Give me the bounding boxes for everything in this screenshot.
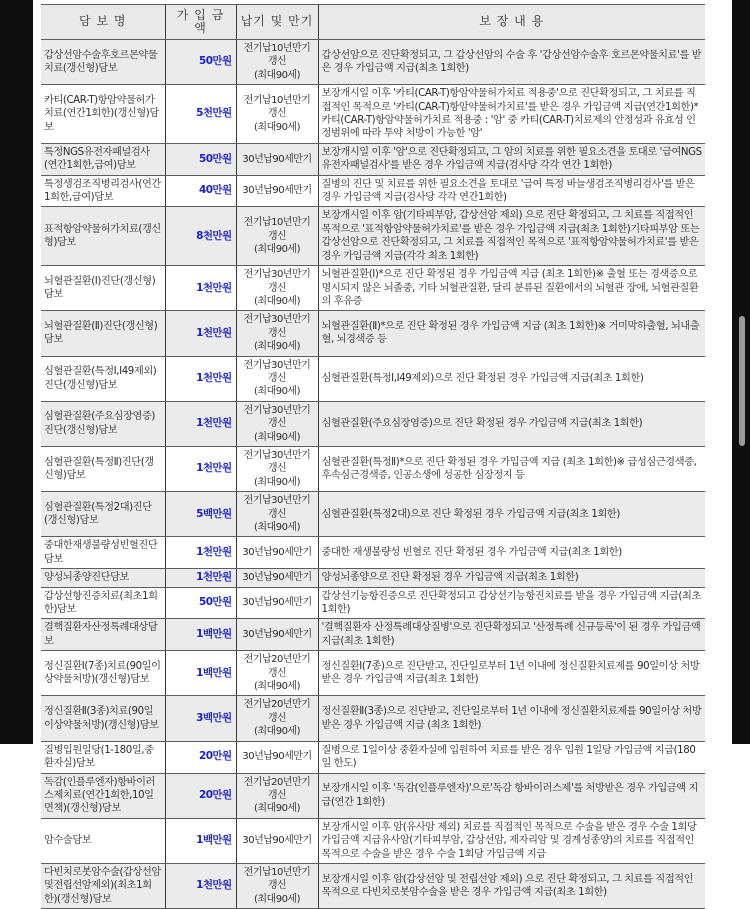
header-insured-amount: 가 입 금 액 [165, 5, 236, 40]
coverage-description: '결핵질환자 산정특례대상질병'으로 진단확정되고 '산정특례 신규등록'이 된 경우 가입금액 지급(최초 1회한) [318, 619, 705, 651]
payment-term [236, 85, 318, 144]
payment-term [236, 401, 318, 446]
payment-term [236, 619, 318, 651]
term-period: 30년납90세만기 [242, 835, 312, 847]
coverage-description: 보장개시일 이후 암(유사암 제외) 치료를 직접적인 목적으로 수술을 받은 경우 수술 1회당 가입금액 지급유사암(기타피부암, 갑상선암, 제자리암 및 경계성종양)의 치료를 직접적인 목적으로 수술을 받은 경우 수술 1회당 가입금액 지급 [318, 818, 705, 863]
term-period: 전기납20년만기갱신 [243, 654, 311, 679]
insured-amount: 5천만원 [165, 85, 236, 144]
table-row [41, 401, 705, 446]
coverage-name: 갑상선암수술후호르몬약물치료(갱신형)담보 [41, 40, 165, 85]
table-row [41, 773, 705, 818]
coverage-description: 심혈관질환(특정Ⅰ,I49제외)으로 진단 확정된 경우 가입금액 지급(최초 1회한) [318, 356, 705, 401]
term-period: 30년납90세만기 [242, 597, 312, 609]
coverage-description: 보장개시일 이후 암(갑상선암 및 전립선암 제외) 으로 진단 확정되고, 그 치료를 직접적인 목적으로 다빈치로봇암수술을 받은 경우 가입금액 지급(최초 1회한) [318, 863, 705, 908]
coverage-description: 갑상선암으로 진단확정되고, 그 갑상선암의 수술 후 '갑상선암수술후 호르몬약물치료'를 받은 경우 가입금액 지급(최초 1회한) [318, 40, 705, 85]
insured-amount: 3백만원 [165, 696, 236, 741]
term-max-age: (최대90세) [253, 726, 300, 738]
coverage-name: 중대한재생불량성빈혈진단담보 [41, 537, 165, 569]
coverage-description: 중대한 재생불량성 빈혈로 진단 확정된 경우 가입금액 지급(최초 1회한) [318, 537, 705, 569]
coverage-name: 독감(인플루엔자)항바이러스제치료(연간1회한,10일면책)(갱신형)담보 [41, 773, 165, 818]
table-row [41, 863, 705, 908]
payment-term [236, 356, 318, 401]
term-period: 30년납90세만기 [242, 751, 312, 763]
coverage-table [41, 4, 705, 909]
insured-amount: 1천만원 [165, 356, 236, 401]
coverage-description: 뇌혈관질환(Ⅰ)*으로 진단 확정된 경우 가입금액 지급 (최초 1회한)※ 출혈 또는 경색증으로 명시되지 않은 뇌졸중, 기타 뇌혈관질환, 달리 분류된 질환에서의 뇌혈관 장애, 뇌혈관질환의 후유증 [318, 266, 705, 311]
table-row [41, 537, 705, 569]
coverage-name: 심혈관질환(특정Ⅱ)진단(갱신형)담보 [41, 446, 165, 491]
coverage-name: 심혈관질환(특정2대)진단(갱신형)담보 [41, 492, 165, 537]
insured-amount: 40만원 [165, 175, 236, 207]
payment-term [236, 537, 318, 569]
term-max-age: (최대90세) [253, 295, 300, 307]
coverage-name: 카티(CAR-T)항암약물허가치료(연간1회한)(갱신형)담보 [41, 85, 165, 144]
coverage-description: 정신질환Ⅱ(3종)으로 진단받고, 진단일로부터 1년 이내에 정신질환치료제를 90일이상 처방받은 경우 가입금액 지급 (최초 1회한) [318, 696, 705, 741]
table-row [41, 569, 705, 587]
table-row [41, 266, 705, 311]
coverage-description: 보장개시일 이후 '카티(CAR-T)항암약물허가치료 적용중'으로 진단확정되고, 그 치료를 직접적인 목적으로 '카티(CAR-T)항암약물허가치료'를 받은 경우 가입금액 지급(연간1회한)*카티(CAR-T)항암약물허가치료 적용중 : '암' 중 카티(CAR-T)치료제의 안정성과 유효성 인정범위에 따라 투약 처방이 가능한 '암' [318, 85, 705, 144]
term-period: 전기납30년만기갱신 [243, 404, 311, 430]
insured-amount: 1백만원 [165, 651, 236, 696]
payment-term [236, 696, 318, 741]
term-max-age: (최대90세) [253, 121, 300, 133]
coverage-name: 양성뇌종양진단담보 [41, 569, 165, 587]
coverage-description: 질병의 진단 및 치료를 위한 필요소견을 토대로 '급여 특정 바늘생검조직병리검사'를 받은 경우 가입금액 지급(검사당 각각 연간1회한) [318, 175, 705, 207]
term-max-age: (최대90세) [253, 431, 300, 443]
document-page [33, 0, 718, 905]
insured-amount: 50만원 [165, 143, 236, 175]
coverage-name: 표적항암약물허가치료(갱신형)담보 [41, 207, 165, 266]
table-row [41, 818, 705, 863]
term-max-age: (최대90세) [253, 893, 300, 905]
payment-term [236, 773, 318, 818]
coverage-name: 특정생검조직병리검사(연간1회한,급여)담보 [41, 175, 165, 207]
coverage-name: 심혈관질환(특정Ⅰ,I49제외)진단(갱신형)담보 [41, 356, 165, 401]
term-max-age: (최대90세) [253, 386, 300, 398]
term-max-age: (최대90세) [253, 522, 300, 533]
coverage-name: 결핵질환자산정특례대상담보 [41, 619, 165, 651]
insured-amount: 1천만원 [165, 266, 236, 311]
term-period: 전기납30년만기갱신 [243, 359, 311, 384]
payment-term [236, 311, 318, 356]
payment-term [236, 446, 318, 491]
term-max-age: (최대90세) [253, 69, 300, 81]
insured-amount: 1천만원 [165, 569, 236, 587]
payment-term [236, 818, 318, 863]
insured-amount: 1천만원 [165, 401, 236, 446]
term-period: 전기납20년만기갱신 [243, 699, 311, 724]
coverage-name: 뇌혈관질환(Ⅰ)진단(갱신형)담보 [41, 266, 165, 311]
payment-term [236, 741, 318, 773]
coverage-name: 특정NGS유전자패널검사(연간1회한,급여)담보 [41, 143, 165, 175]
coverage-description: 심혈관질환(특정2대)으로 진단 확정된 경우 가입금액 지급(최초 1회한) [318, 492, 705, 537]
insured-amount: 50만원 [165, 40, 236, 85]
coverage-description: 갑상선기능항진증으로 진단확정되고 갑상선기능항진치료를 받을 경우 가입금액 지급(최초 1회한) [318, 587, 705, 619]
term-period: 30년납90세만기 [242, 153, 312, 165]
insured-amount: 1백만원 [165, 619, 236, 651]
term-max-age: (최대90세) [253, 681, 300, 693]
payment-term [236, 863, 318, 908]
term-period: 전기납30년만기갱신 [243, 269, 311, 294]
payment-term [236, 143, 318, 175]
scrollbar-thumb[interactable] [739, 316, 745, 446]
coverage-description: 질병으로 1일이상 중환자실에 입원하여 치료를 받은 경우 입원 1일당 가입금액 지급(180일 한도) [318, 741, 705, 773]
term-period: 전기납10년만기갱신 [243, 94, 311, 120]
insured-amount: 1천만원 [165, 446, 236, 491]
coverage-name: 갑상선항진증치료(최초1회한)담보 [41, 587, 165, 619]
insured-amount: 8천만원 [165, 207, 236, 266]
term-period: 30년납90세만기 [242, 572, 312, 584]
coverage-name: 뇌혈관질환(Ⅱ)진단(갱신형)담보 [41, 311, 165, 356]
table-row [41, 175, 705, 207]
table-header-row [41, 5, 705, 40]
table-row [41, 651, 705, 696]
insured-amount: 1천만원 [165, 311, 236, 356]
coverage-name: 암수술담보 [41, 818, 165, 863]
table-row [41, 741, 705, 773]
coverage-name: 다빈치로봇암수술(갑상선암및전립선암제외)(최초1회한)(갱신형)담보 [41, 863, 165, 908]
payment-term [236, 587, 318, 619]
coverage-name: 심혈관질환(주요심장염증)진단(갱신형)담보 [41, 401, 165, 446]
header-coverage-description: 보 장 내 용 [318, 5, 705, 40]
scrollbar-track[interactable] [718, 0, 732, 744]
term-period: 30년납90세만기 [242, 185, 312, 197]
coverage-description: 정신질환Ⅰ(7종)으로 진단받고, 진단일로부터 1년 이내에 정신질환치료제를 90일이상 처방받은 경우 가입금액 지급(최초 1회한) [318, 651, 705, 696]
table-row [41, 85, 705, 144]
term-period: 30년납90세만기 [242, 629, 312, 641]
coverage-description: 양성뇌종양으로 진단 확정된 경우 가입금액 지급(최초 1회한) [318, 569, 705, 587]
coverage-description: 보장개시일 이후 '독감(인플루엔자)'으로'독감 항바이러스제'를 처방받은 경우 가입금액 지급(연간 1회한) [318, 773, 705, 818]
term-max-age: (최대90세) [253, 341, 300, 353]
insured-amount: 5백만원 [165, 492, 236, 537]
term-period: 전기납30년만기갱신 [243, 314, 311, 339]
term-period: 30년납90세만기 [242, 547, 312, 559]
payment-term [236, 40, 318, 85]
payment-term [236, 207, 318, 266]
insured-amount: 50만원 [165, 587, 236, 619]
table-row [41, 356, 705, 401]
table-row [41, 207, 705, 266]
term-period: 전기납10년만기갱신 [243, 43, 311, 68]
coverage-description: 보장개시일 이후 암(기타피부암, 갑상선암 제외) 으로 진단 확정되고, 그 치료를 직접적인 목적으로 '표적항암약물허가치료'를 받은 경우 가입금액 지급(최초 1회한)기타피부암 또는 갑상선암으로 진단확정되고, 그 치료를 직접적인 목적으로 '표적항암약물허가치료'를 받은 경우 가입금액 지급(각각 최초 1회한) [318, 207, 705, 266]
table-row [41, 619, 705, 651]
header-payment-term: 납기 및 만기 [236, 5, 318, 40]
coverage-description: 보장개시일 이후 '암'으로 진단확정되고, 그 암의 치료를 위한 필요소견을 토대로 '급여NGS유전자패널검사'를 받은 경우 가입금액 지급(검사당 각각 연간 1회한) [318, 143, 705, 175]
left-black-border [0, 0, 33, 744]
table-row [41, 143, 705, 175]
payment-term [236, 175, 318, 207]
term-period: 전기납20년만기갱신 [243, 776, 311, 801]
term-max-age: (최대90세) [253, 476, 300, 488]
insured-amount: 20만원 [165, 741, 236, 773]
coverage-name: 질병입원일당(1-180일,중환자실)담보 [41, 741, 165, 773]
table-row [41, 311, 705, 356]
coverage-name: 정신질환Ⅰ(7종)치료(90일이상약물처방)(갱신형)담보 [41, 651, 165, 696]
coverage-description: 심혈관질환(주요심장염증)으로 진단 확정된 경우 가입금액 지급(최초 1회한) [318, 401, 705, 446]
insured-amount: 1천만원 [165, 537, 236, 569]
coverage-name: 정신질환Ⅱ(3종)치료(90일이상약물처방)(갱신형)담보 [41, 696, 165, 741]
table-row [41, 446, 705, 491]
term-max-age: (최대90세) [253, 243, 300, 255]
table-row [41, 40, 705, 85]
header-coverage-name: 담 보 명 [41, 5, 165, 40]
term-period: 전기납30년만기갱신 [243, 495, 311, 520]
coverage-description: 뇌혈관질환(Ⅱ)*으로 진단 확정된 경우 가입금액 지급 (최초 1회한)※ 거미막하출혈, 뇌내출혈, 뇌경색증 등 [318, 311, 705, 356]
table-row [41, 587, 705, 619]
term-max-age: (최대90세) [253, 803, 300, 815]
term-period: 전기납10년만기갱신 [243, 217, 311, 242]
payment-term [236, 266, 318, 311]
payment-term [236, 651, 318, 696]
payment-term [236, 569, 318, 587]
term-period: 전기납10년만기갱신 [243, 866, 311, 892]
insured-amount: 1천만원 [165, 863, 236, 908]
table-row [41, 696, 705, 741]
coverage-description: 심혈관질환(특정Ⅱ)*으로 진단 확정된 경우 가입금액 지급 (최초 1회한)※ 급성심근경색증, 후속심근경색증, 인공소생에 성공한 심장정지 등 [318, 446, 705, 491]
table-row [41, 492, 705, 537]
insured-amount: 20만원 [165, 773, 236, 818]
insured-amount: 1백만원 [165, 818, 236, 863]
payment-term [236, 492, 318, 537]
term-period: 전기납30년만기갱신 [243, 449, 311, 475]
